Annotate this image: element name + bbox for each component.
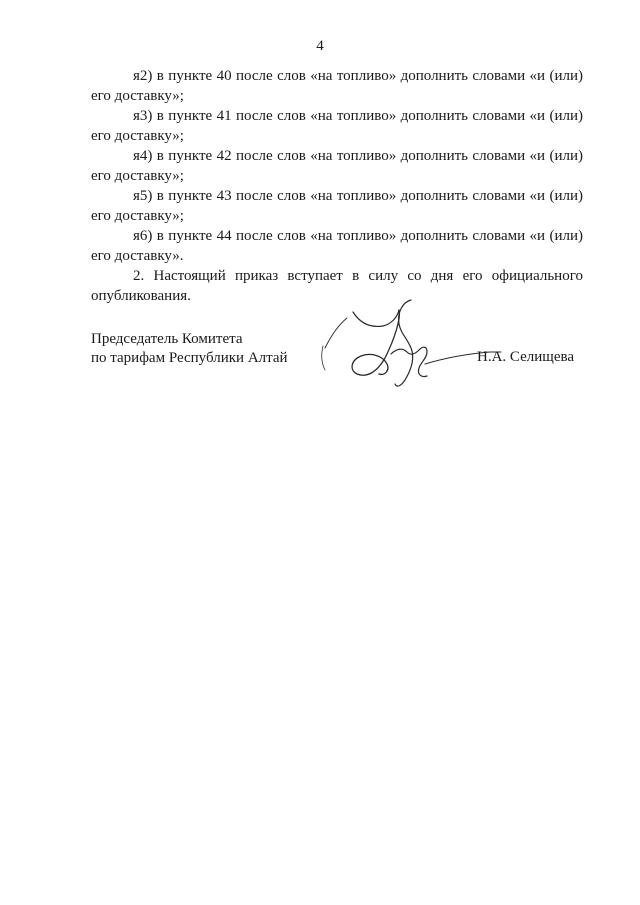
paragraph-ya3: я3) в пункте 41 после слов «на топливо» дополнить словами «и (или) его доставку»;: [91, 108, 583, 144]
paragraph-ya4: я4) в пункте 42 после слов «на топливо» дополнить словами «и (или) его доставку»;: [91, 148, 583, 184]
page-number: 4: [316, 38, 324, 54]
document-body: [91, 66, 583, 306]
paragraph-ya2: я2) в пункте 40 после слов «на топливо» дополнить словами «и (или) его доставку»;: [91, 68, 583, 104]
paragraph-ya6: я6) в пункте 44 после слов «на топливо» дополнить словами «и (или) его доставку».: [91, 228, 583, 264]
handwritten-signature: [315, 288, 515, 398]
signatory-title: [91, 330, 288, 368]
signatory-title-line2: по тарифам Республики Алтай: [91, 350, 288, 366]
paragraph-effective-date: 2. Настоящий приказ вступает в силу со дня его официального опубликования.: [91, 268, 583, 304]
signatory-title-line1: Председатель Комитета: [91, 331, 243, 347]
signer-name: Н.А. Селищева: [477, 349, 575, 365]
paragraph-ya5: я5) в пункте 43 после слов «на топливо» дополнить словами «и (или) его доставку»;: [91, 188, 583, 224]
